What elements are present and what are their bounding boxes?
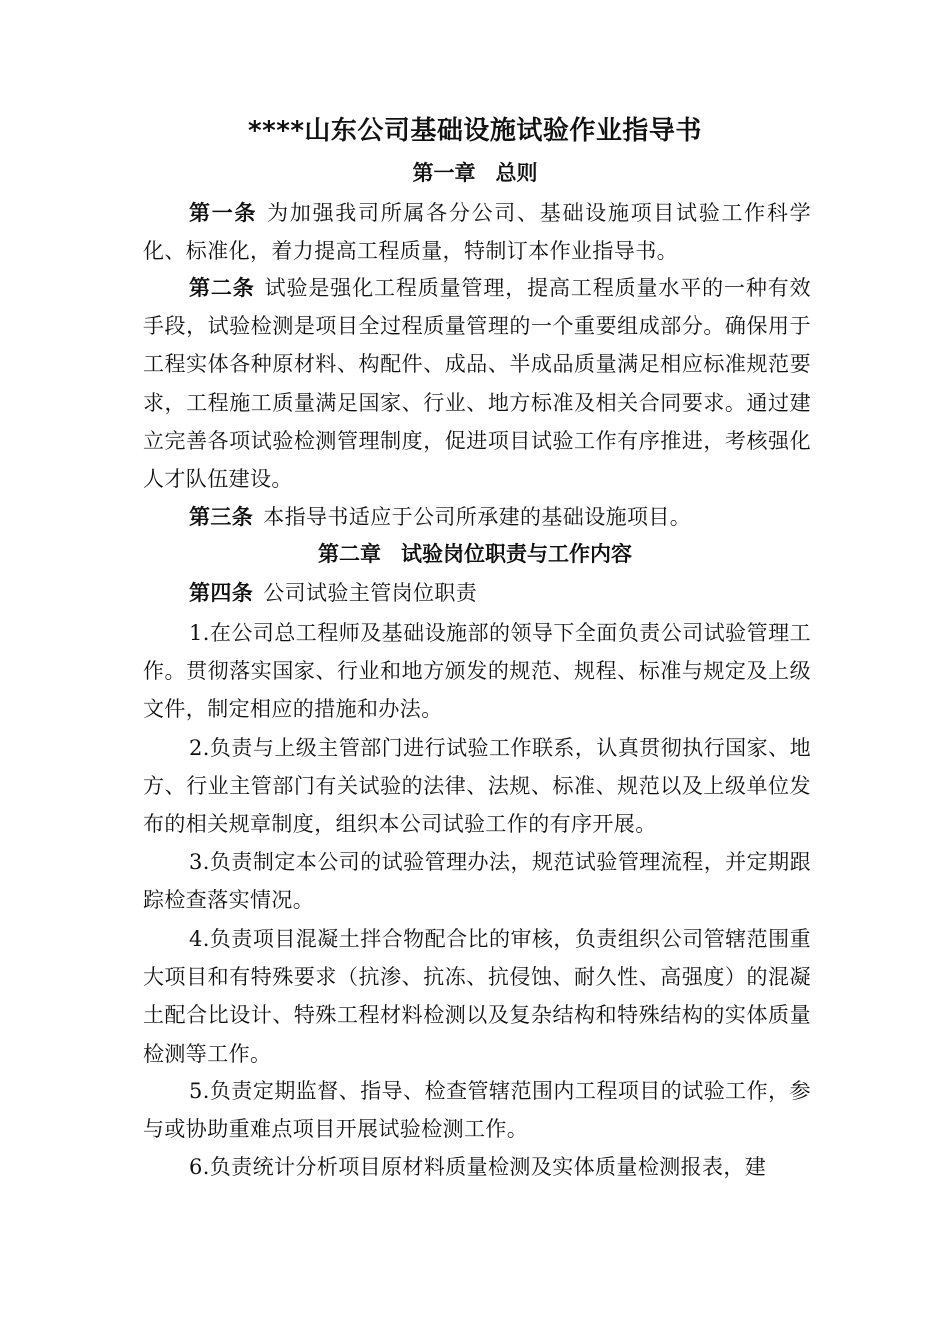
- duty-item-5: 5.负责定期监督、指导、检查管辖范围内工程项目的试验工作，参与或协助重难点项目开展试验检测工作。: [143, 1079, 811, 1142]
- article-4-text: 公司试验主管岗位职责: [263, 581, 478, 605]
- document-title: ****山东公司基础设施试验作业指导书: [248, 116, 702, 146]
- duty-item-4: 4.负责项目混凝土拌合物配合比的审核，负责组织公司管辖范围重大项目和有特殊要求（抗渗、抗冻、抗侵蚀、耐久性、高强度）的混凝土配合比设计、特殊工程材料检测以及复杂结构和特殊结构的实体质量检测等工作。: [143, 927, 811, 1066]
- article-3-text: 本指导书适应于公司所承建的基础设施项目。: [263, 505, 692, 529]
- chapter-1-number: 第一章: [412, 161, 476, 185]
- duty-item-3: 3.负责制定本公司的试验管理办法，规范试验管理流程，并定期跟踪检查落实情况。: [143, 850, 811, 913]
- duty-item-1: 1.在公司总工程师及基础设施部的领导下全面负责公司试验管理工作。贯彻落实国家、行业和地方颁发的规范、规程、标准与规定及上级文件，制定相应的措施和办法。: [143, 621, 811, 722]
- article-2-text: 试验是强化工程质量管理，提高工程质量水平的一种有效手段，试验检测是项目全过程质量管理的一个重要组成部分。确保用于工程实体各种原材料、构配件、成品、半成品质量满足相应标准规范要求，工程施工质量满足国家、行业、地方标准及相关合同要求。通过建立完善各项试验检测管理制度，促进项目试验工作有序推进，考核强化人才队伍建设。: [143, 276, 811, 492]
- article-1-lead: 第一条: [189, 201, 258, 225]
- chapter-1-heading: [0, 158, 950, 188]
- article-4: [143, 574, 811, 612]
- duty-item-6: 6.负责统计分析项目原材料质量检测及实体质量检测报表，建: [189, 1155, 767, 1179]
- article-2-lead: 第二条: [189, 276, 255, 300]
- chapter-2-number: 第二章: [318, 542, 381, 566]
- article-1-text: 为加强我司所属各分公司、基础设施项目试验工作科学化、标准化，着力提高工程质量，特制订本作业指导书。: [143, 201, 811, 264]
- duty-item-2: 2.负责与上级主管部门进行试验工作联系，认真贯彻执行国家、地方、行业主管部门有关试验的法律、法规、标准、规范以及上级单位发布的相关规章制度，组织本公司试验工作的有序开展。: [143, 736, 811, 837]
- chapter-2-name: 试验岗位职责与工作内容: [401, 542, 632, 566]
- article-1: [143, 194, 811, 270]
- chapter-2-heading: [0, 539, 950, 569]
- article-3-lead: 第三条: [189, 505, 254, 529]
- article-3: [143, 498, 811, 536]
- chapter-1-name: 总则: [495, 161, 538, 185]
- article-4-lead: 第四条: [189, 581, 254, 605]
- article-2: [143, 269, 811, 498]
